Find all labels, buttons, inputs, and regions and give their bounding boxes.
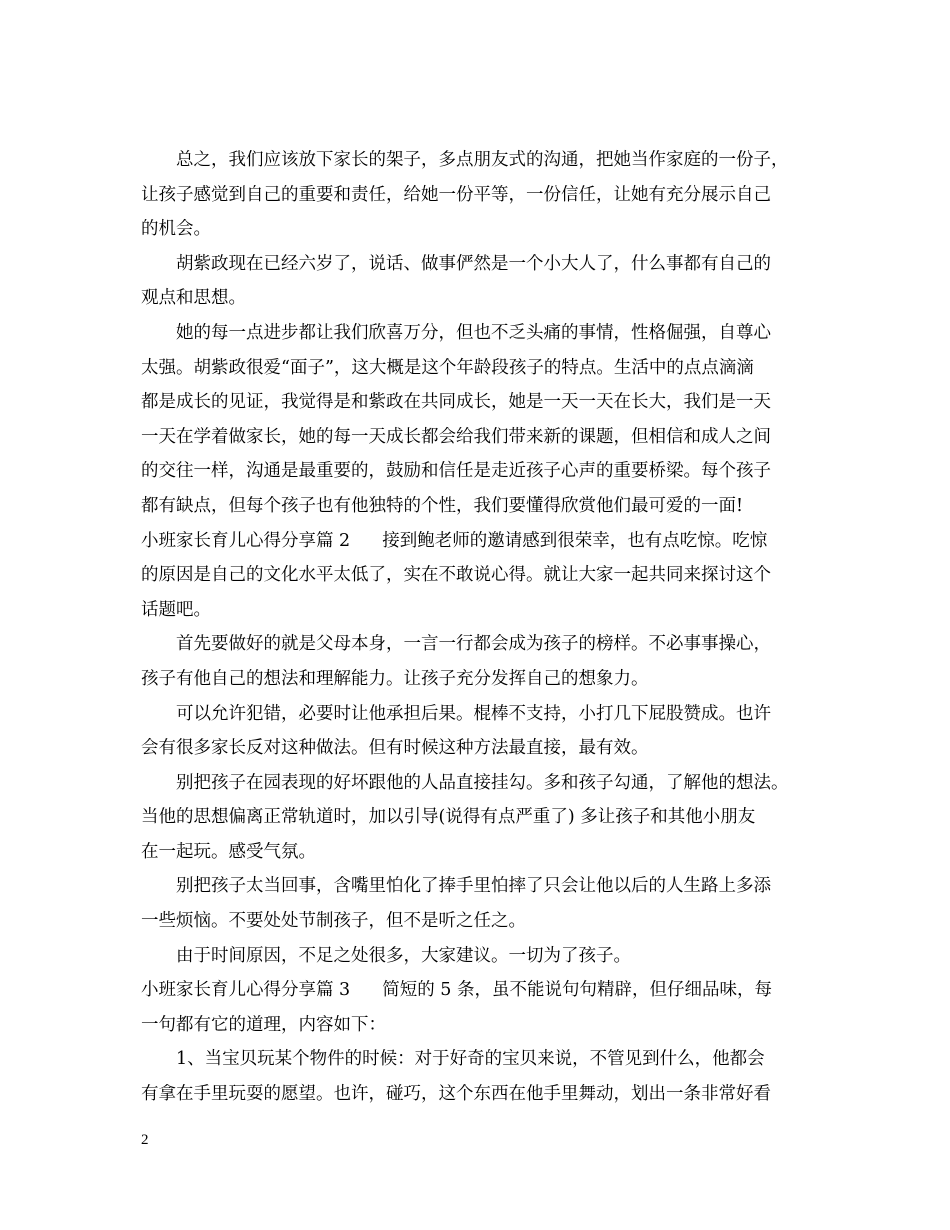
line-text: 会有很多家长反对这种做法。但有时候这种方法最直接，最有效。 xyxy=(141,738,649,759)
line-text: 1、当宝贝玩某个物件的时候：对于好奇的宝贝来说，不管见到什么，他都会 xyxy=(176,1049,765,1070)
line-text: 一句都有它的道理，内容如下： xyxy=(141,1014,386,1035)
line-text: 的原因是自己的文化水平太低了，实在不敢说心得。就让大家一起共同来探讨这个 xyxy=(141,565,771,586)
text-line xyxy=(141,697,813,732)
text-line xyxy=(141,212,813,247)
line-text: 一天在学着做家长，她的每一天成长都会给我们带来新的课题，但相信和成人之间 xyxy=(141,426,771,447)
document-body xyxy=(141,143,813,1112)
text-line xyxy=(141,385,813,420)
line-text: 在一起玩。感受气氛。 xyxy=(141,841,316,862)
line-text: 孩子有他自己的想法和理解能力。让孩子充分发挥自己的想象力。 xyxy=(141,668,649,689)
line-text: 她的每一点进步都让我们欣喜万分，但也不乏头痛的事情，性格倔强，自尊心 xyxy=(176,322,771,343)
line-text: 总之，我们应该放下家长的架子，多点朋友式的沟通，把她当作家庭的一份子， xyxy=(176,150,789,170)
line-text: 胡紫政现在已经六岁了，说话、做事俨然是一个小大人了，什么事都有自己的 xyxy=(176,253,771,274)
line-text: 有拿在手里玩耍的愿望。也许，碰巧，这个东西在他手里舞动，划出一条非常好看 xyxy=(141,1084,771,1105)
text-line xyxy=(141,766,813,801)
line-text: 太强。胡紫政很爱“面子”，这大概是这个年龄段孩子的特点。生活中的点点滴滴 xyxy=(141,357,754,378)
text-line xyxy=(141,247,813,282)
text-line xyxy=(141,281,813,316)
text-line xyxy=(141,869,813,904)
line-text: 的机会。 xyxy=(141,219,211,240)
text-line xyxy=(141,1042,813,1077)
line-text: 可以允许犯错，必要时让他承担后果。棍棒不支持，小打几下屁股赞成。也许 xyxy=(176,703,771,724)
line-text: 都有缺点，但每个孩子也有他独特的个性，我们要懂得欣赏他们最可爱的一面! xyxy=(141,495,744,516)
text-line xyxy=(141,489,813,524)
line-text: 别把孩子在园表现的好坏跟他的人品直接挂勾。多和孩子勾通，了解他的想法。 xyxy=(176,772,789,793)
text-line xyxy=(141,178,813,213)
line-text: 让孩子感觉到自己的重要和责任，给她一份平等，一份信任，让她有充分展示自己 xyxy=(141,184,771,205)
text-line xyxy=(141,1008,813,1043)
text-line xyxy=(141,316,813,351)
line-text: 一些烦恼。不要处处节制孩子，但不是听之任之。 xyxy=(141,911,526,932)
section-heading: 小班家长育儿心得分享篇 2 xyxy=(141,530,351,551)
line-text: 首先要做好的就是父母本身，一言一行都会成为孩子的榜样。不必事事操心， xyxy=(176,634,771,655)
line-text: 的交往一样，沟通是最重要的，鼓励和信任是走近孩子心声的重要桥梁。每个孩子 xyxy=(141,461,771,482)
text-line xyxy=(141,593,813,628)
text-line xyxy=(141,800,813,835)
section-heading: 小班家长育儿心得分享篇 3 xyxy=(141,980,351,1001)
section-heading-line xyxy=(141,973,813,1008)
line-text: 话题吧。 xyxy=(141,599,211,620)
text-line xyxy=(141,662,813,697)
page-number: 2 xyxy=(141,1132,149,1148)
text-line xyxy=(141,351,813,386)
text-line xyxy=(141,939,813,974)
line-text: 简短的 5 条，虽不能说句句精辟，但仔细品味，每 xyxy=(382,980,772,1001)
section-heading-line xyxy=(141,524,813,559)
text-line xyxy=(141,454,813,489)
text-line xyxy=(141,143,813,178)
line-text: 由于时间原因，不足之处很多，大家建议。一切为了孩子。 xyxy=(176,945,631,966)
line-text: 接到鲍老师的邀请感到很荣幸，也有点吃惊。吃惊 xyxy=(382,530,768,551)
line-text: 当他的思想偏离正常轨道时，加以引导(说得有点严重了) 多让孩子和其他小朋友 xyxy=(141,807,756,828)
line-text: 别把孩子太当回事，含嘴里怕化了捧手里怕摔了只会让他以后的人生路上多添 xyxy=(176,876,771,897)
text-line xyxy=(141,835,813,870)
line-text: 都是成长的见证，我觉得是和紫政在共同成长，她是一天一天在长大，我们是一天 xyxy=(141,392,771,413)
line-text: 观点和思想。 xyxy=(141,288,246,309)
text-line xyxy=(141,904,813,939)
text-line xyxy=(141,731,813,766)
text-line xyxy=(141,1077,813,1112)
text-line xyxy=(141,420,813,455)
text-line xyxy=(141,558,813,593)
text-line xyxy=(141,627,813,662)
